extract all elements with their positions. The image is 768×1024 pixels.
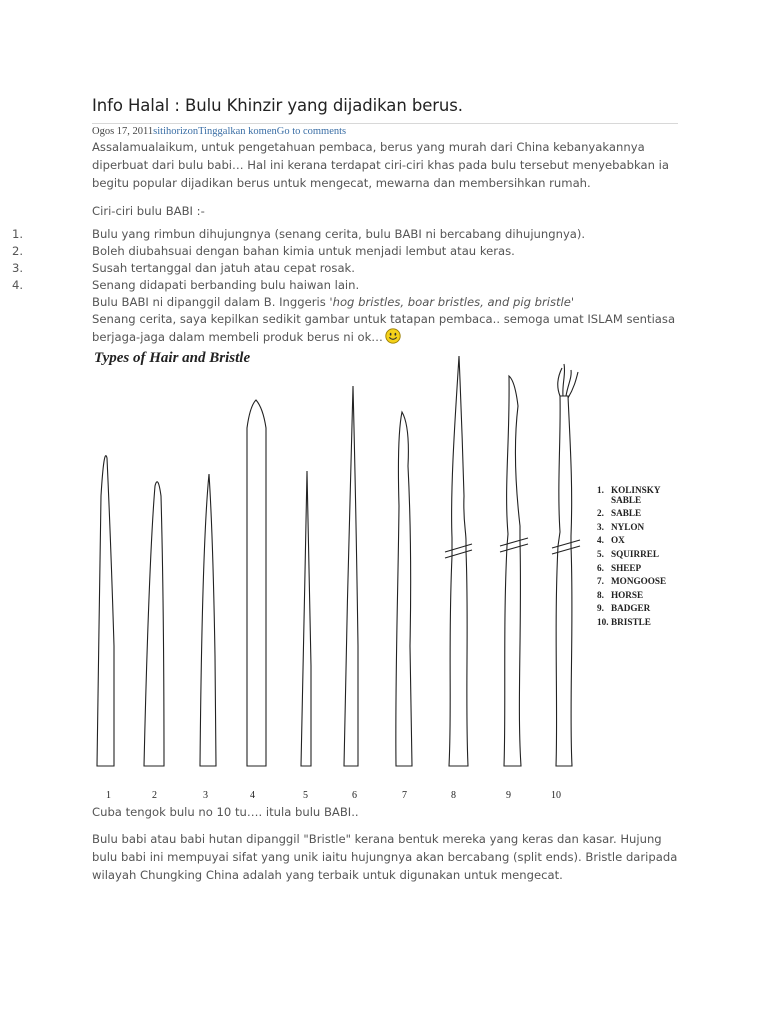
figure-number-8: 8 [451, 790, 456, 801]
hair-1-kolinsky-sable [97, 456, 114, 766]
legend-name: BRISTLE [611, 616, 651, 627]
legend-number: 10. [597, 616, 609, 627]
figure-number-5: 5 [303, 790, 308, 801]
legend-name: KOLINSKY [611, 485, 661, 495]
list-text: Susah tertanggal dan jatuh atau cepat rosak. [92, 261, 355, 275]
list-item [12, 226, 672, 243]
hair-10-bristle [556, 396, 572, 766]
hair-4-ox [247, 400, 266, 766]
hair-5-squirrel [301, 471, 311, 766]
legend-name: OX [611, 535, 625, 546]
features-list [12, 226, 672, 294]
figure-caption: Cuba tengok bulu no 10 tu…. itula bulu BABI.. [92, 805, 359, 819]
post-meta [92, 123, 678, 137]
legend-item [597, 575, 666, 589]
legend-number: 7. [597, 576, 604, 587]
legend-number: 6. [597, 562, 604, 573]
figure-title: Types of Hair and Bristle [94, 350, 251, 366]
list-text: Boleh diubahsuai dengan bahan kimia untuk menjadi lembut atau keras. [92, 244, 515, 258]
list-item [12, 260, 672, 277]
split-end-b [563, 364, 565, 396]
split-end-a [558, 368, 562, 396]
legend-item [597, 521, 666, 535]
list-text: Bulu yang rimbun dihujungnya (senang cerita, bulu BABI ni bercabang dihujungnya). [92, 227, 586, 241]
hair-9-badger [504, 376, 521, 766]
legend-item [597, 484, 666, 507]
leave-comment-link[interactable]: Tinggalkan komen [198, 126, 277, 137]
legend-item [597, 602, 666, 616]
list-number: 2. [12, 244, 24, 258]
legend-name: BADGER [611, 603, 651, 614]
list-item [12, 243, 672, 260]
legend-item [597, 548, 666, 562]
legend-item [597, 616, 666, 630]
legend-number: 2. [597, 508, 604, 519]
bristle-paragraph: Bulu babi atau babi hutan dipanggil "Bristle" kerana bentuk mereka yang keras dan kasar. Hujung bulu babi ini mempuyai sifat yang unik iaitu hujungnya akan bercabang (split ends). Bristle daripada wilayah Chungking China adalah yang terbaik untuk digunakan untuk mengecat. [92, 832, 678, 882]
legend-name: SHEEP [611, 562, 642, 573]
list-text: Senang didapati berbanding bulu haiwan lain. [92, 278, 360, 292]
list-number: 1. [12, 227, 24, 241]
english-names-block [92, 294, 692, 349]
figure-number-3: 3 [203, 790, 208, 801]
legend-name: NYLON [611, 521, 645, 532]
post-date: Ogos 17, 2011 [92, 126, 154, 137]
legend-item [597, 562, 666, 576]
figure-number-4: 4 [250, 790, 255, 801]
figure-number-10: 10 [551, 790, 561, 801]
figure-number-7: 7 [402, 790, 407, 801]
figure-number-6: 6 [352, 790, 357, 801]
legend-number: 1. [597, 485, 604, 495]
features-heading: Ciri-ciri bulu BABI :- [92, 204, 205, 218]
legend-number: 8. [597, 589, 604, 600]
list-number: 3. [12, 261, 24, 275]
english-terms: 'hog bristles, boar bristles, and pig bristle' [329, 295, 575, 309]
list-item [12, 277, 672, 294]
legend-number: 4. [597, 535, 604, 546]
figure-number-9: 9 [506, 790, 511, 801]
split-end-c [566, 370, 571, 396]
hair-7-mongoose [396, 412, 412, 766]
legend-name: SABLE [611, 508, 642, 519]
go-to-comments-link[interactable]: Go to comments [276, 126, 347, 137]
legend-item [597, 507, 666, 521]
figure-number-2: 2 [152, 790, 157, 801]
hair-6-sheep [344, 386, 358, 766]
intro-paragraph: Assalamualaikum, untuk pengetahuan pembaca, berus yang murah dari China kebanyakannya diperbuat dari bulu babi… Hal ini kerana terdapat ciri-ciri khas pada bulu tersebut menyebabkan ia begitu popular dijadikan berus untuk mengecat, mewarna dan membersihkan rumah. [92, 140, 669, 190]
split-end-d [568, 372, 578, 398]
closing-text: Senang cerita, saya kepilkan sedikit gambar untuk tatapan pembaca.. semoga umat ISLAM sentiasa berjaga-jaga dalam membeli produk berus ni ok… [92, 312, 676, 344]
legend-name: HORSE [611, 589, 644, 600]
english-prefix: Bulu BABI ni dipanggil dalam B. Inggeris [92, 295, 330, 309]
figure-number-1: 1 [106, 790, 111, 801]
legend-name: SQUIRREL [611, 548, 659, 559]
legend-name: MONGOOSE [611, 576, 667, 587]
legend-number: 3. [597, 521, 604, 532]
list-number: 4. [12, 278, 24, 292]
legend-number: 9. [597, 603, 604, 614]
legend-subname: SABLE [611, 494, 642, 505]
author-link[interactable]: sitihorizon [153, 126, 199, 137]
legend-number: 5. [597, 548, 604, 559]
legend-item [597, 534, 666, 548]
hair-3-nylon [200, 474, 216, 766]
legend-item [597, 589, 666, 603]
figure-legend [597, 484, 666, 630]
hair-8-horse [449, 356, 468, 766]
post-title: Info Halal : Bulu Khinzir yang dijadikan berus. [92, 96, 463, 115]
hair-2-sable [144, 482, 164, 766]
